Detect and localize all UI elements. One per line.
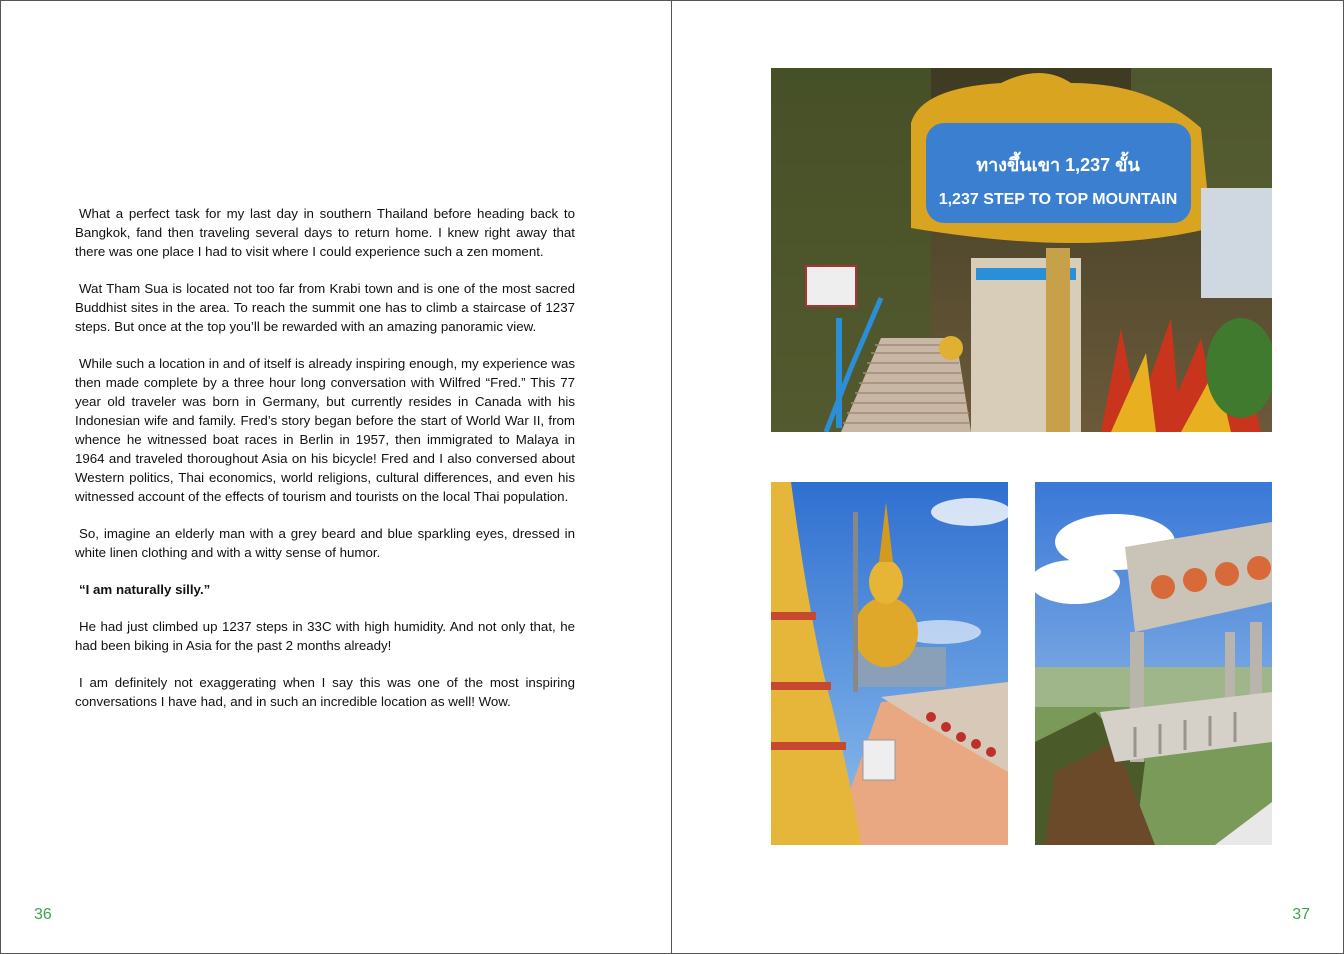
sign-thai-text: ทางขึ้นเขา 1,237 ขั้น bbox=[976, 155, 1140, 175]
quote: “I am naturally silly.” bbox=[79, 582, 211, 597]
photo-golden-buddha bbox=[771, 482, 1008, 845]
paragraph: What a perfect task for my last day in southern Thailand before heading back to Bangkok, fand then traveling several days to return home. I knew right away that there was one place I had to visit where I could experience such a zen moment. bbox=[75, 206, 575, 259]
article-body bbox=[75, 204, 575, 729]
right-page bbox=[671, 0, 1344, 954]
paragraph: I am definitely not exaggerating when I say this was one of the most inspiring conversations I have had, and in such an incredible location as well! Wow. bbox=[75, 675, 575, 709]
left-page bbox=[0, 0, 671, 954]
paragraph: So, imagine an elderly man with a grey beard and blue sparkling eyes, dressed in white linen clothing and with a witty sense of humor. bbox=[75, 526, 575, 560]
paragraph: He had just climbed up 1237 steps in 33C with high humidity. And not only that, he had been biking in Asia for the past 2 months already! bbox=[75, 619, 575, 653]
sign-english-text: 1,237 STEP TO TOP MOUNTAIN bbox=[938, 191, 1178, 208]
paragraph: While such a location in and of itself is already inspiring enough, my experience was then made complete by a three hour long conversation with Wilfred “Fred.” This 77 year old traveler was born in Germany, but currently resides in Canada with his Indonesian wife and family. Fred’s story began before the start of World War II, from whence he witnessed boat races in Berlin in 1957, then immigrated to Malaya in 1964 and traveled thoroughout Asia on his bicycle! Fred and I also conversed about Western politics, Thai economics, world religions, cultural differences, and even his witnessed account of the effects of tourism and tourists on the local Thai population. bbox=[75, 356, 575, 504]
page-number-left: 36 bbox=[34, 906, 52, 923]
paragraph: Wat Tham Sua is located not too far from Krabi town and is one of the most sacred Buddhist sites in the area. To reach the summit one has to climb a staircase of 1237 steps. But once at the top you’ll be rewarded with an amazing panoramic view. bbox=[75, 281, 575, 334]
photo-viewpoint-pavilion bbox=[1035, 482, 1272, 845]
photo-sign-staircase bbox=[771, 68, 1272, 432]
page-number-right: 37 bbox=[1292, 906, 1310, 923]
